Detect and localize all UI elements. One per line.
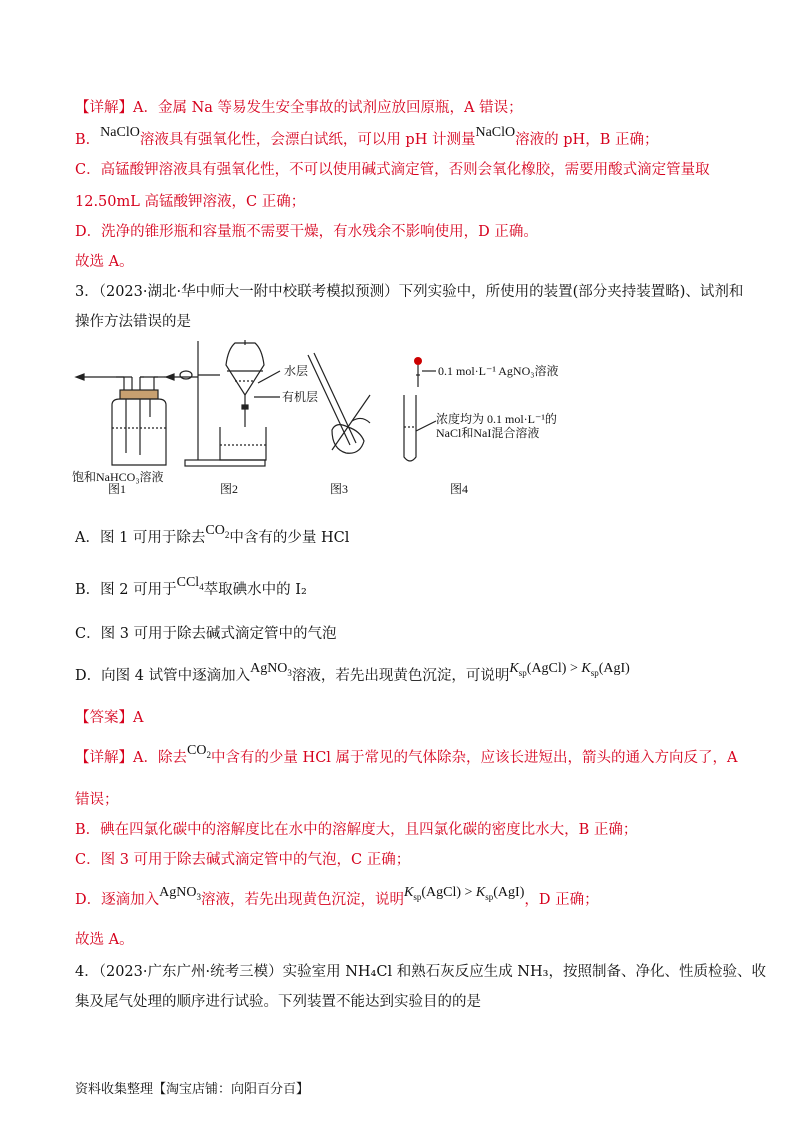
footer-source: 资料收集整理【淘宝店铺：向阳百分百】 (75, 1082, 310, 1097)
fig4-mix-label-2: NaCl和NaI混合溶液 (436, 426, 540, 440)
detail-b: B．碘在四氯化碳中的溶解度比在水中的溶解度大，且四氯化碳的密度比水大，B 正确； (75, 822, 638, 838)
caption-fig4: 图4 (450, 482, 469, 495)
fig4-reagent-label: 0.1 mol·L⁻¹ AgNO₃溶液 (438, 364, 559, 378)
figure-4-test-tube (404, 365, 436, 461)
detail-line-d: D．洗净的锥形瓶和容量瓶不需要干燥，有水残余不影响使用，D 正确。 (75, 224, 538, 240)
caption-fig2: 图2 (220, 482, 239, 495)
detail-line-b: B．NaClO溶液具有强氧化性，会漂白试纸，可以用 pH 计测量NaClO溶液的 pH，B 正确； (75, 125, 659, 148)
fig1-solution-label: 饱和NaHCO₃溶液 (72, 470, 164, 484)
figure-1-wash-bottle (76, 374, 198, 465)
detail-a-cont: 错误； (75, 792, 119, 808)
option-c: C．图 3 可用于除去碱式滴定管中的气泡 (75, 626, 337, 642)
caption-fig3: 图3 (330, 482, 349, 495)
dropper-bulb (414, 357, 422, 365)
conclusion: 故选 A。 (75, 254, 134, 270)
option-b: B．图 2 可用于CCl$_4$萃取碘水中的 I₂ (75, 575, 307, 598)
option-d: D．向图 4 试管中逐滴加入AgNO$_3$溶液，若先出现黄色沉淀，可说明$K_{sp}(AgCl) > K_{sp}(AgI)$ (75, 661, 630, 684)
experiment-figure (70, 335, 590, 495)
fig2-water-layer: 水层 (284, 364, 309, 378)
fig4-mix-label-1: 浓度均为 0.1 mol·L⁻¹的 (436, 412, 557, 426)
question-4-stem-cont: 集及尾气处理的顺序进行试验。下列装置不能达到实验目的的是 (75, 994, 481, 1010)
question-3-stem-cont: 操作方法错误的是 (75, 314, 191, 330)
detail-line-c2: 12.50mL 高锰酸钾溶液，C 正确； (75, 194, 306, 210)
detail-line-c: C．高锰酸钾溶液具有强氧化性，不可以使用碱式滴定管，否则会氧化橡胶，需要用酸式滴定管量取 (75, 162, 710, 178)
question-3-stem: 3．（2023·湖北·华中师大一附中校联考模拟预测）下列实验中，所使用的装置(部分夹持装置略)、试剂和 (75, 284, 744, 300)
option-a: A．图 1 可用于除去$CO_2$中含有的少量 HCl (75, 523, 350, 546)
detail-d: D．逐滴加入AgNO$_3$溶液，若先出现黄色沉淀，说明$K_{sp}(AgCl) > K_{sp}(AgI)$，D 正确； (75, 885, 599, 908)
fig2-organic-layer: 有机层 (282, 390, 319, 404)
detail-conclusion: 故选 A。 (75, 932, 134, 948)
figure-2-separatory-funnel (180, 340, 280, 466)
detail-a: 【详解】A．除去$CO_2$中含有的少量 HCl 属于常见的气体除杂，应该长进短出，箭头的通入方向反了，A (75, 743, 738, 766)
detail-line-a: 【详解】A．金属 Na 等易发生安全事故的试剂应放回原瓶，A 错误； (75, 100, 523, 116)
caption-fig1: 图1 (108, 482, 127, 495)
answer: 【答案】A (75, 710, 144, 726)
question-4-stem: 4．（2023·广东广州·统考三模）实验室用 NH₄Cl 和熟石灰反应生成 NH₃，按照制备、净化、性质检验、收 (75, 964, 766, 980)
detail-c: C．图 3 可用于除去碱式滴定管中的气泡，C 正确； (75, 852, 411, 868)
